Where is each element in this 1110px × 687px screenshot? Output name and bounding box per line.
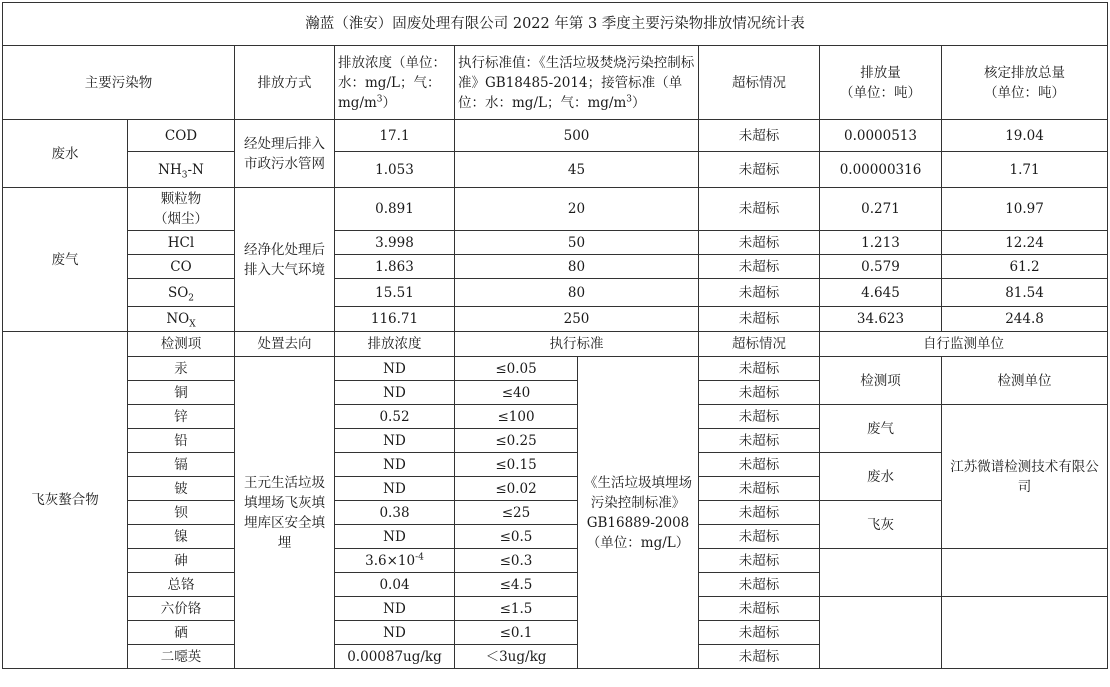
- flyash-conc: ND: [335, 429, 455, 453]
- monitor-unit: 江苏微谱检测技术有限公司: [942, 405, 1108, 549]
- pm-std: 20: [455, 188, 699, 231]
- so2-total: 81.54: [942, 279, 1108, 307]
- monitor-empty-item: [820, 549, 942, 597]
- flyash-category: 飞灰螯合物: [3, 332, 128, 669]
- flyash-header-row: [3, 332, 1108, 357]
- hcl-std: 50: [455, 231, 699, 255]
- nox-amount: 34.623: [820, 307, 942, 332]
- flyash-conc: ND: [335, 621, 455, 645]
- flyash-exceed: 未超标: [699, 429, 820, 453]
- monitor-empty-unit: [942, 597, 1108, 669]
- flyash-exceed: 未超标: [699, 501, 820, 525]
- flyash-item: 汞: [128, 357, 235, 381]
- flyash-conc: 0.38: [335, 501, 455, 525]
- flyash-item: 钡: [128, 501, 235, 525]
- wastewater-category: 废水: [3, 120, 128, 188]
- report-title: 瀚蓝（淮安）固废处理有限公司 2022 年第 3 季度主要污染物排放情况统计表: [3, 3, 1108, 46]
- flyash-item: 铜: [128, 381, 235, 405]
- nox-exceed: 未超标: [699, 307, 820, 332]
- flyash-conc: ND: [335, 477, 455, 501]
- co-amount: 0.579: [820, 255, 942, 279]
- flyash-conc: ND: [335, 453, 455, 477]
- pm-name: 颗粒物 （烟尘）: [128, 188, 235, 231]
- co-name: CO: [128, 255, 235, 279]
- header-exceed: 超标情况: [699, 46, 820, 120]
- hcl-name: HCl: [128, 231, 235, 255]
- flyash-limit: ≤0.02: [455, 477, 578, 501]
- so2-std: 80: [455, 279, 699, 307]
- flyash-limit: ≤100: [455, 405, 578, 429]
- nh3-exceed: 未超标: [699, 152, 820, 188]
- flyash-item: 砷: [128, 549, 235, 573]
- flyash-limit: ≤25: [455, 501, 578, 525]
- cod-std: 500: [455, 120, 699, 152]
- flyash-exceed: 未超标: [699, 357, 820, 381]
- table-row: [3, 405, 1108, 429]
- nox-std: 250: [455, 307, 699, 332]
- flyash-item: 二噁英: [128, 645, 235, 669]
- header-method: 排放方式: [235, 46, 335, 120]
- flyash-header-item: 检测项: [128, 332, 235, 357]
- flyash-item: 总铬: [128, 573, 235, 597]
- flyash-exceed: 未超标: [699, 405, 820, 429]
- nh3-std: 45: [455, 152, 699, 188]
- flyash-exceed: 未超标: [699, 453, 820, 477]
- flyash-item: 镍: [128, 525, 235, 549]
- monitor-header-unit: 检测单位: [942, 357, 1108, 405]
- flyash-dest: 王元生活垃圾填埋场飞灰填埋库区安全填埋: [235, 357, 335, 669]
- header-concentration: 排放浓度（单位：水：mg/L；气：$mg/m^3$）: [335, 46, 455, 120]
- nox-conc: 116.71: [335, 307, 455, 332]
- nh3-conc: 1.053: [335, 152, 455, 188]
- pm-conc: 0.891: [335, 188, 455, 231]
- pollutant-report-table: [2, 2, 1108, 669]
- pm-exceed: 未超标: [699, 188, 820, 231]
- table-row: [3, 549, 1108, 573]
- flyash-header-conc: 排放浓度: [335, 332, 455, 357]
- flyash-header-monitor: 自行监测单位: [820, 332, 1108, 357]
- flyash-conc: ND: [335, 597, 455, 621]
- flyash-conc: 0.04: [335, 573, 455, 597]
- pm-amount: 0.271: [820, 188, 942, 231]
- hcl-conc: 3.998: [335, 231, 455, 255]
- flyash-exceed: 未超标: [699, 597, 820, 621]
- nox-total: 244.8: [942, 307, 1108, 332]
- cod-amount: 0.0000513: [820, 120, 942, 152]
- nh3-name: $NH_3-N$: [128, 152, 235, 188]
- co-std: 80: [455, 255, 699, 279]
- co-total: 61.2: [942, 255, 1108, 279]
- flyash-limit: ≤40: [455, 381, 578, 405]
- so2-amount: 4.645: [820, 279, 942, 307]
- header-pollutant: 主要污染物: [3, 46, 235, 120]
- co-conc: 1.863: [335, 255, 455, 279]
- flyash-conc: ND: [335, 357, 455, 381]
- flyash-item: 铍: [128, 477, 235, 501]
- flyash-item: 硒: [128, 621, 235, 645]
- table-row: [3, 152, 1108, 188]
- flyash-header-std: 执行标准: [455, 332, 699, 357]
- so2-name: $SO_2$: [128, 279, 235, 307]
- table-row: [3, 307, 1108, 332]
- flyash-item: 锌: [128, 405, 235, 429]
- hcl-exceed: 未超标: [699, 231, 820, 255]
- flyash-limit: ≤0.3: [455, 549, 578, 573]
- exhaust-method: 经净化处理后排入大气环境: [235, 188, 335, 332]
- flyash-header-dest: 处置去向: [235, 332, 335, 357]
- table-row: [3, 188, 1108, 231]
- flyash-std-doc: 《生活垃圾填埋场污染控制标准》GB16889-2008（单位：mg/L）: [578, 357, 699, 669]
- hcl-total: 12.24: [942, 231, 1108, 255]
- table-row: [3, 231, 1108, 255]
- flyash-item: 铅: [128, 429, 235, 453]
- flyash-exceed: 未超标: [699, 645, 820, 669]
- flyash-limit: ≤1.5: [455, 597, 578, 621]
- cod-exceed: 未超标: [699, 120, 820, 152]
- so2-exceed: 未超标: [699, 279, 820, 307]
- table-row: [3, 120, 1108, 152]
- monitor-item-exhaust: 废气: [820, 405, 942, 453]
- flyash-limit: ≤0.1: [455, 621, 578, 645]
- so2-conc: 15.51: [335, 279, 455, 307]
- flyash-limit: ≤0.5: [455, 525, 578, 549]
- flyash-limit: ≤4.5: [455, 573, 578, 597]
- flyash-conc: ND: [335, 525, 455, 549]
- header-amount: 排放量 （单位：吨）: [820, 46, 942, 120]
- flyash-limit: ≤0.25: [455, 429, 578, 453]
- pm-total: 10.97: [942, 188, 1108, 231]
- flyash-exceed: 未超标: [699, 477, 820, 501]
- monitor-empty-unit: [942, 549, 1108, 597]
- flyash-limit: ＜3ug/kg: [455, 645, 578, 669]
- nh3-total: 1.71: [942, 152, 1108, 188]
- table-row: [3, 357, 1108, 381]
- nox-name: $NO_X$: [128, 307, 235, 332]
- table-row: [3, 255, 1108, 279]
- nh3-amount: 0.00000316: [820, 152, 942, 188]
- monitor-item-flyash: 飞灰: [820, 501, 942, 549]
- flyash-conc: 0.00087ug/kg: [335, 645, 455, 669]
- flyash-exceed: 未超标: [699, 381, 820, 405]
- flyash-conc: 0.52: [335, 405, 455, 429]
- hcl-amount: 1.213: [820, 231, 942, 255]
- flyash-item: 六价铬: [128, 597, 235, 621]
- cod-conc: 17.1: [335, 120, 455, 152]
- table-row: [3, 279, 1108, 307]
- flyash-limit: ≤0.05: [455, 357, 578, 381]
- flyash-exceed: 未超标: [699, 621, 820, 645]
- header-total: 核定排放总量 （单位：吨）: [942, 46, 1108, 120]
- flyash-exceed: 未超标: [699, 573, 820, 597]
- cod-total: 19.04: [942, 120, 1108, 152]
- flyash-conc-arsenic: $3.6\times 10^{-4}$: [335, 549, 455, 573]
- flyash-exceed: 未超标: [699, 525, 820, 549]
- monitor-empty-item: [820, 597, 942, 669]
- co-exceed: 未超标: [699, 255, 820, 279]
- exhaust-category: 废气: [3, 188, 128, 332]
- flyash-exceed: 未超标: [699, 549, 820, 573]
- flyash-conc: ND: [335, 381, 455, 405]
- flyash-item: 镉: [128, 453, 235, 477]
- table-row: [3, 597, 1108, 621]
- flyash-limit: ≤0.15: [455, 453, 578, 477]
- monitor-item-wastewater: 废水: [820, 453, 942, 501]
- monitor-header-item: 检测项: [820, 357, 942, 405]
- flyash-header-exceed: 超标情况: [699, 332, 820, 357]
- wastewater-method: 经处理后排入市政污水管网: [235, 120, 335, 188]
- header-standard: 执行标准值：《生活垃圾焚烧污染控制标准》GB18485-2014；接管标准（单位：水：mg/L；气：$mg/m^3$）: [455, 46, 699, 120]
- cod-name: COD: [128, 120, 235, 152]
